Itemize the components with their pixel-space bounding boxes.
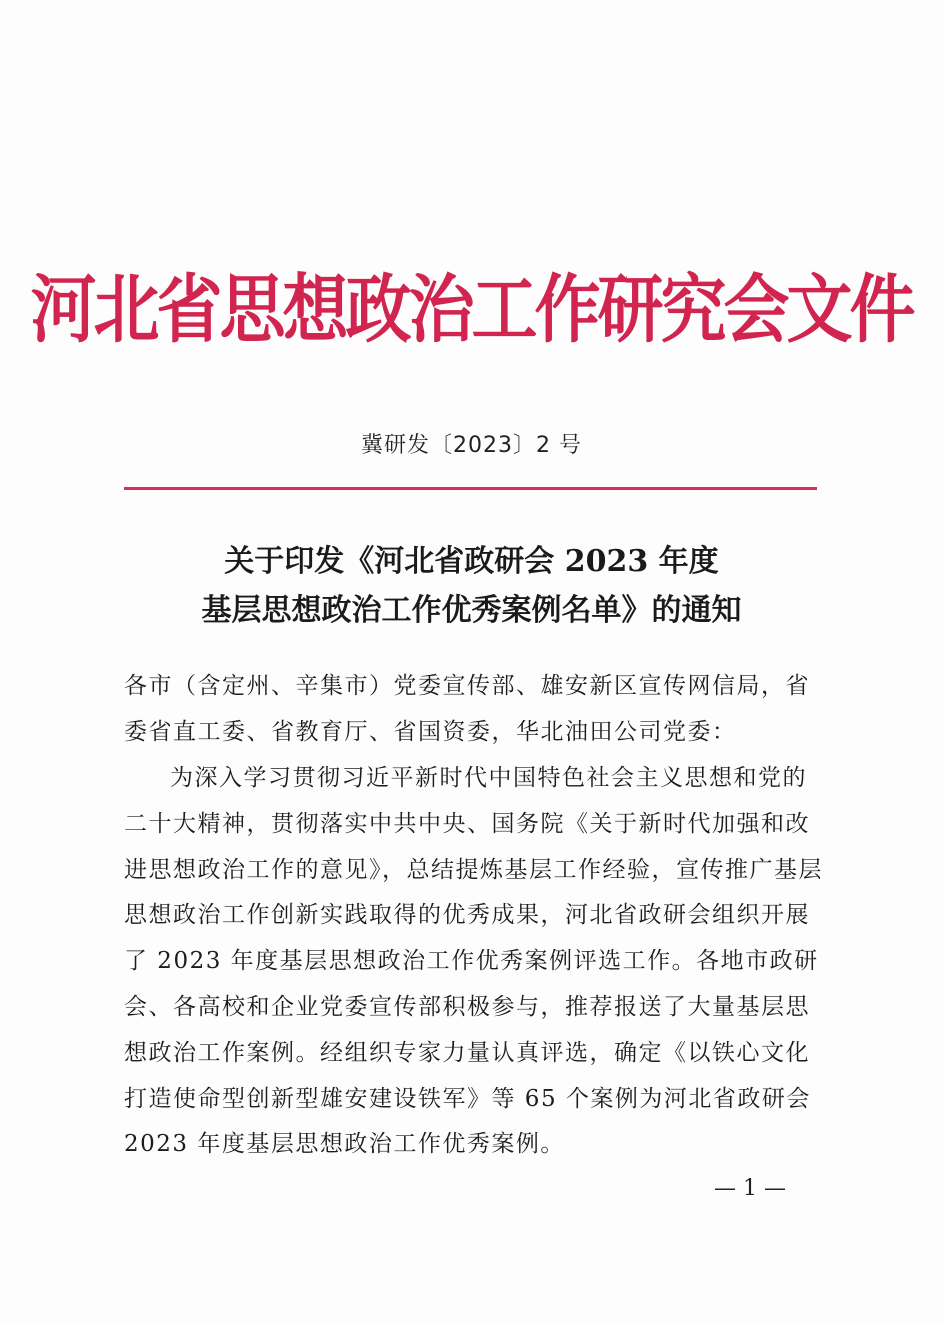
document-number: 冀研发〔2023〕2 号 xyxy=(361,433,582,458)
red-divider-line xyxy=(124,487,817,490)
body-paragraph: 为深入学习贯彻习近平新时代中国特色社会主义思想和党的二十大精神，贯彻落实中共中央、国务院《关于新时代加强和改进思想政治工作的意见》，总结提炼基层工作经验，宣传推广基层思想政治工作创新实践取得的优秀成果，河北省政研会组织开展了 2023 年度基层思想政治工作优秀案例评选工作。各地市政研会、各高校和企业党委宣传部积极参与，推荐报送了大量基层思想政治工作案例。经组织专家力量认真评选，确定《以铁心文化打造使命型创新型雄安建设铁军》等 65 个案例为河北省政研会 2023 年度基层思想政治工作优秀案例。 xyxy=(124,765,823,1158)
document-title-line-1: 关于印发《河北省政研会 2023 年度 xyxy=(224,544,719,579)
document-masthead: 河北省思想政治工作研究会文件 xyxy=(30,265,913,354)
document-title-line-2: 基层思想政治工作优秀案例名单》的通知 xyxy=(201,593,742,628)
page-number: — 1 — xyxy=(714,1176,786,1201)
salutation: 各市（含定州、辛集市）党委宣传部、雄安新区宣传网信局，省委省直工委、省教育厅、省国资委，华北油田公司党委： xyxy=(124,673,810,745)
